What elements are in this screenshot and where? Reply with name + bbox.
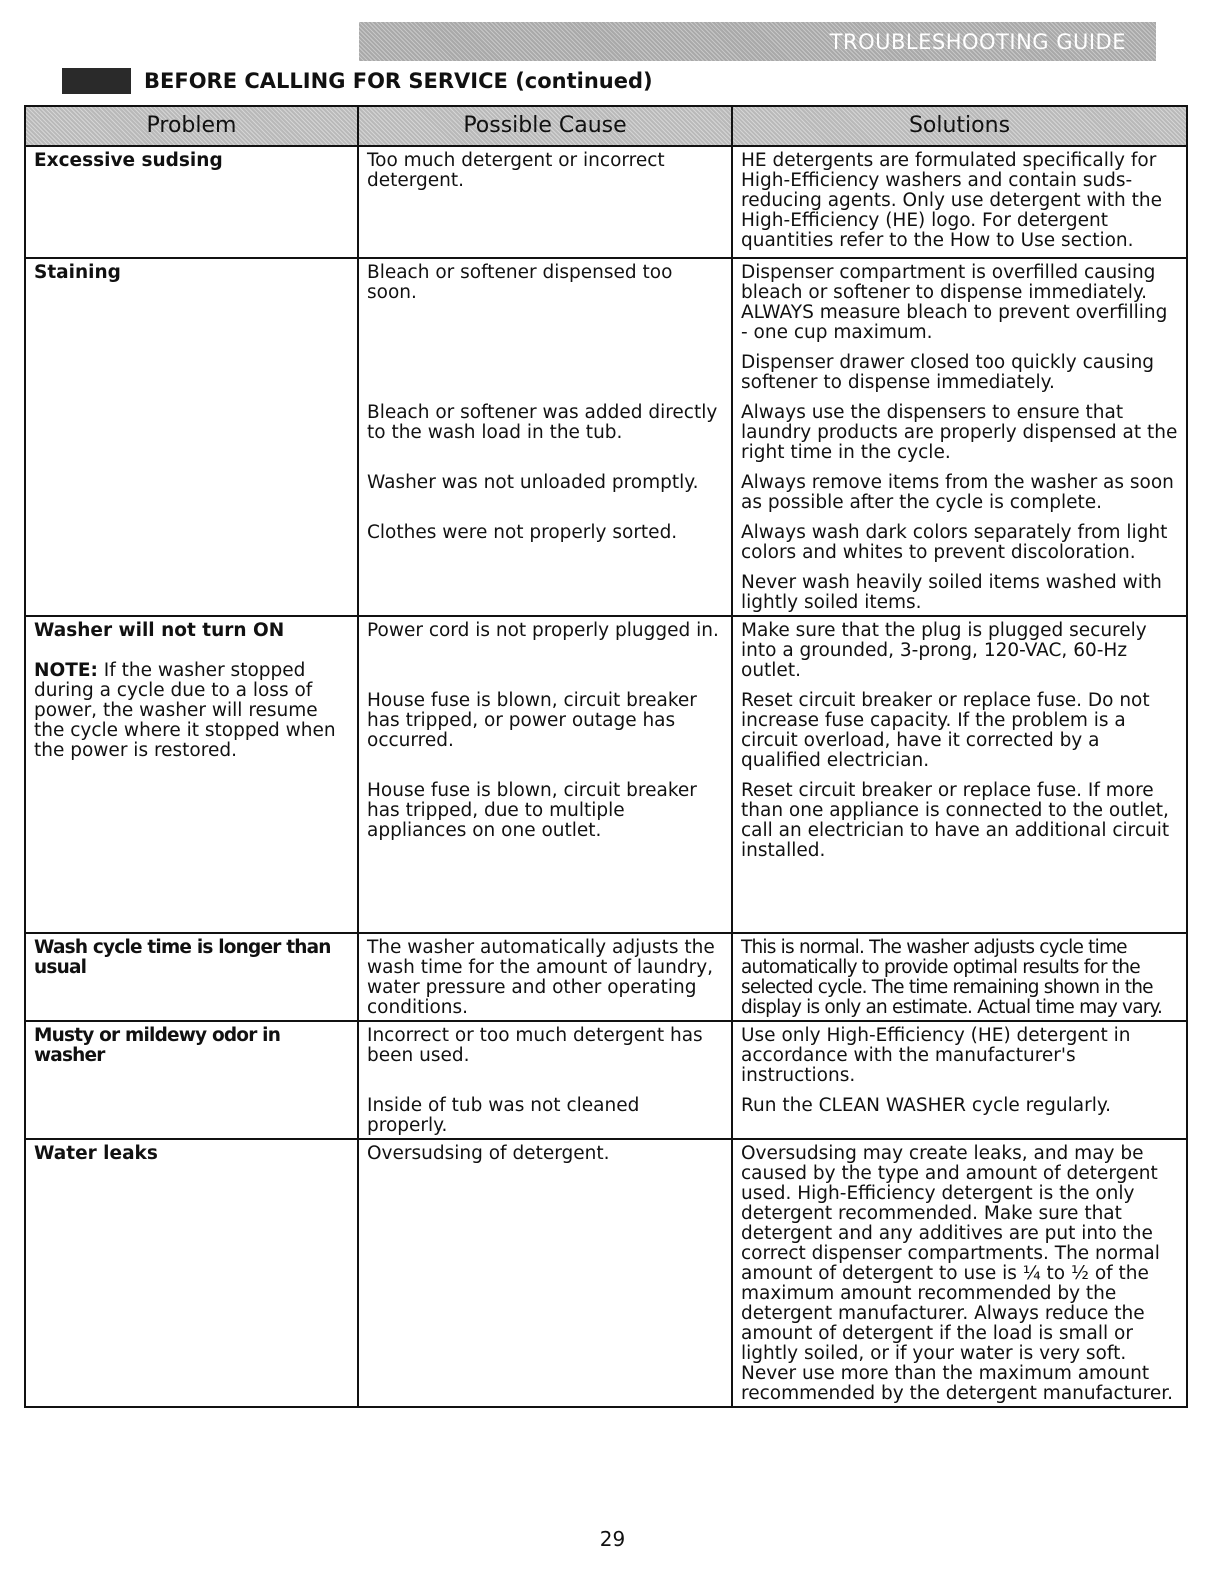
cause-cell: Oversudsing of detergent. [358, 1139, 732, 1407]
cause-cell: Too much detergent or incorrect detergent. [358, 146, 732, 258]
table-row [25, 1139, 1187, 1407]
cause-cell: Bleach or softener dispensed too soon. [358, 258, 732, 345]
problem-cell: Musty or mildewy odor in washer [25, 1021, 358, 1139]
solution-cell: Make sure that the plug is plugged securely into a grounded, 3-prong, 120-VAC, 60-Hz outlet. [732, 616, 1187, 683]
table-row [25, 933, 1187, 1021]
section-marker [62, 68, 131, 94]
solution-cell: Reset circuit breaker or replace fuse. If more than one appliance is connected to the outlet, call an electrician to have an additional circuit installed. [732, 773, 1187, 933]
problem-cell: Staining [25, 258, 358, 616]
header-possible-cause: Possible Cause [358, 106, 732, 146]
cause-cell: Incorrect or too much detergent has been used. [358, 1021, 732, 1088]
section-title: BEFORE CALLING FOR SERVICE (continued) [144, 69, 653, 93]
solution-cell: Run the CLEAN WASHER cycle regularly. [732, 1088, 1187, 1139]
solution-cell: Reset circuit breaker or replace fuse. Do not increase fuse capacity. If the problem is a circuit overload, have it corrected by a qualified electrician. [732, 683, 1187, 773]
cause-cell: Washer was not unloaded promptly. [358, 465, 732, 515]
section-banner [359, 22, 1156, 61]
cause-cell: Bleach or softener was added directly to the wash load in the tub. [358, 395, 732, 465]
problem-cell: Water leaks [25, 1139, 358, 1407]
table-header-row [25, 106, 1187, 146]
problem-cell: Excessive sudsing [25, 146, 358, 258]
solution-cell: Always remove items from the washer as soon as possible after the cycle is complete. [732, 465, 1187, 515]
solution-cell: This is normal. The washer adjusts cycle time automatically to provide optimal results for the selected cycle. The time remaining shown in the display is only an estimate. Actual time may vary. [732, 933, 1187, 1021]
table-row [25, 616, 1187, 683]
table-row [25, 258, 1187, 345]
note-label: NOTE: [34, 660, 98, 681]
problem-cell [25, 616, 358, 933]
banner-title: TROUBLESHOOTING GUIDE [829, 29, 1126, 54]
cause-cell: Inside of tub was not cleaned properly. [358, 1088, 732, 1139]
solution-cell: Dispenser drawer closed too quickly causing softener to dispense immediately. [732, 345, 1187, 395]
cause-cell [358, 345, 732, 395]
table-row [25, 146, 1187, 258]
section-heading [62, 66, 653, 96]
cause-cell: Clothes were not properly sorted. [358, 515, 732, 565]
solution-cell: Never wash heavily soiled items washed with lightly soiled items. [732, 565, 1187, 616]
cause-cell: House fuse is blown, circuit breaker has tripped, or power outage has occurred. [358, 683, 732, 773]
solution-cell: Always use the dispensers to ensure that laundry products are properly dispensed at the right time in the cycle. [732, 395, 1187, 465]
solution-cell: Always wash dark colors separately from light colors and whites to prevent discoloration. [732, 515, 1187, 565]
solution-cell: Dispenser compartment is overfilled causing bleach or softener to dispense immediately. ALWAYS measure bleach to prevent overfilling - one cup maximum. [732, 258, 1187, 345]
cause-cell: The washer automatically adjusts the wash time for the amount of laundry, water pressure and other operating conditions. [358, 933, 732, 1021]
cause-cell: House fuse is blown, circuit breaker has tripped, due to multiple appliances on one outlet. [358, 773, 732, 933]
page-number: 29 [599, 1527, 626, 1551]
solution-cell: HE detergents are formulated specifically for High-Efficiency washers and contain suds-reducing agents. Only use detergent with the High-Efficiency (HE) logo. For detergent quantities refer to the How to Use section. [732, 146, 1187, 258]
problem-note [34, 661, 349, 761]
header-solutions: Solutions [732, 106, 1187, 146]
troubleshooting-table [24, 105, 1188, 1408]
problem-cell: Wash cycle time is longer than usual [25, 933, 358, 1021]
solution-cell: Use only High-Efficiency (HE) detergent in accordance with the manufacturer's instructions. [732, 1021, 1187, 1088]
header-problem: Problem [25, 106, 358, 146]
note-text: If the washer stopped during a cycle due to a loss of power, the washer will resume the cycle where it stopped when the power is restored. [34, 660, 336, 761]
cause-cell [358, 565, 732, 616]
table-row [25, 1021, 1187, 1088]
cause-cell: Power cord is not properly plugged in. [358, 616, 732, 683]
problem-title: Washer will not turn ON [34, 620, 285, 641]
solution-cell: Oversudsing may create leaks, and may be caused by the type and amount of detergent used. High-Efficiency detergent is the only detergent recommended. Make sure that detergent and any additives are put into the correct dispenser compartments. The normal amount of detergent to use is ¼ to ½ of the maximum amount recommended by the detergent manufacturer. Always reduce the amount of detergent if the load is small or lightly soiled, or if your water is very soft. Never use more than the maximum amount recommended by the detergent manufacturer. [732, 1139, 1187, 1407]
